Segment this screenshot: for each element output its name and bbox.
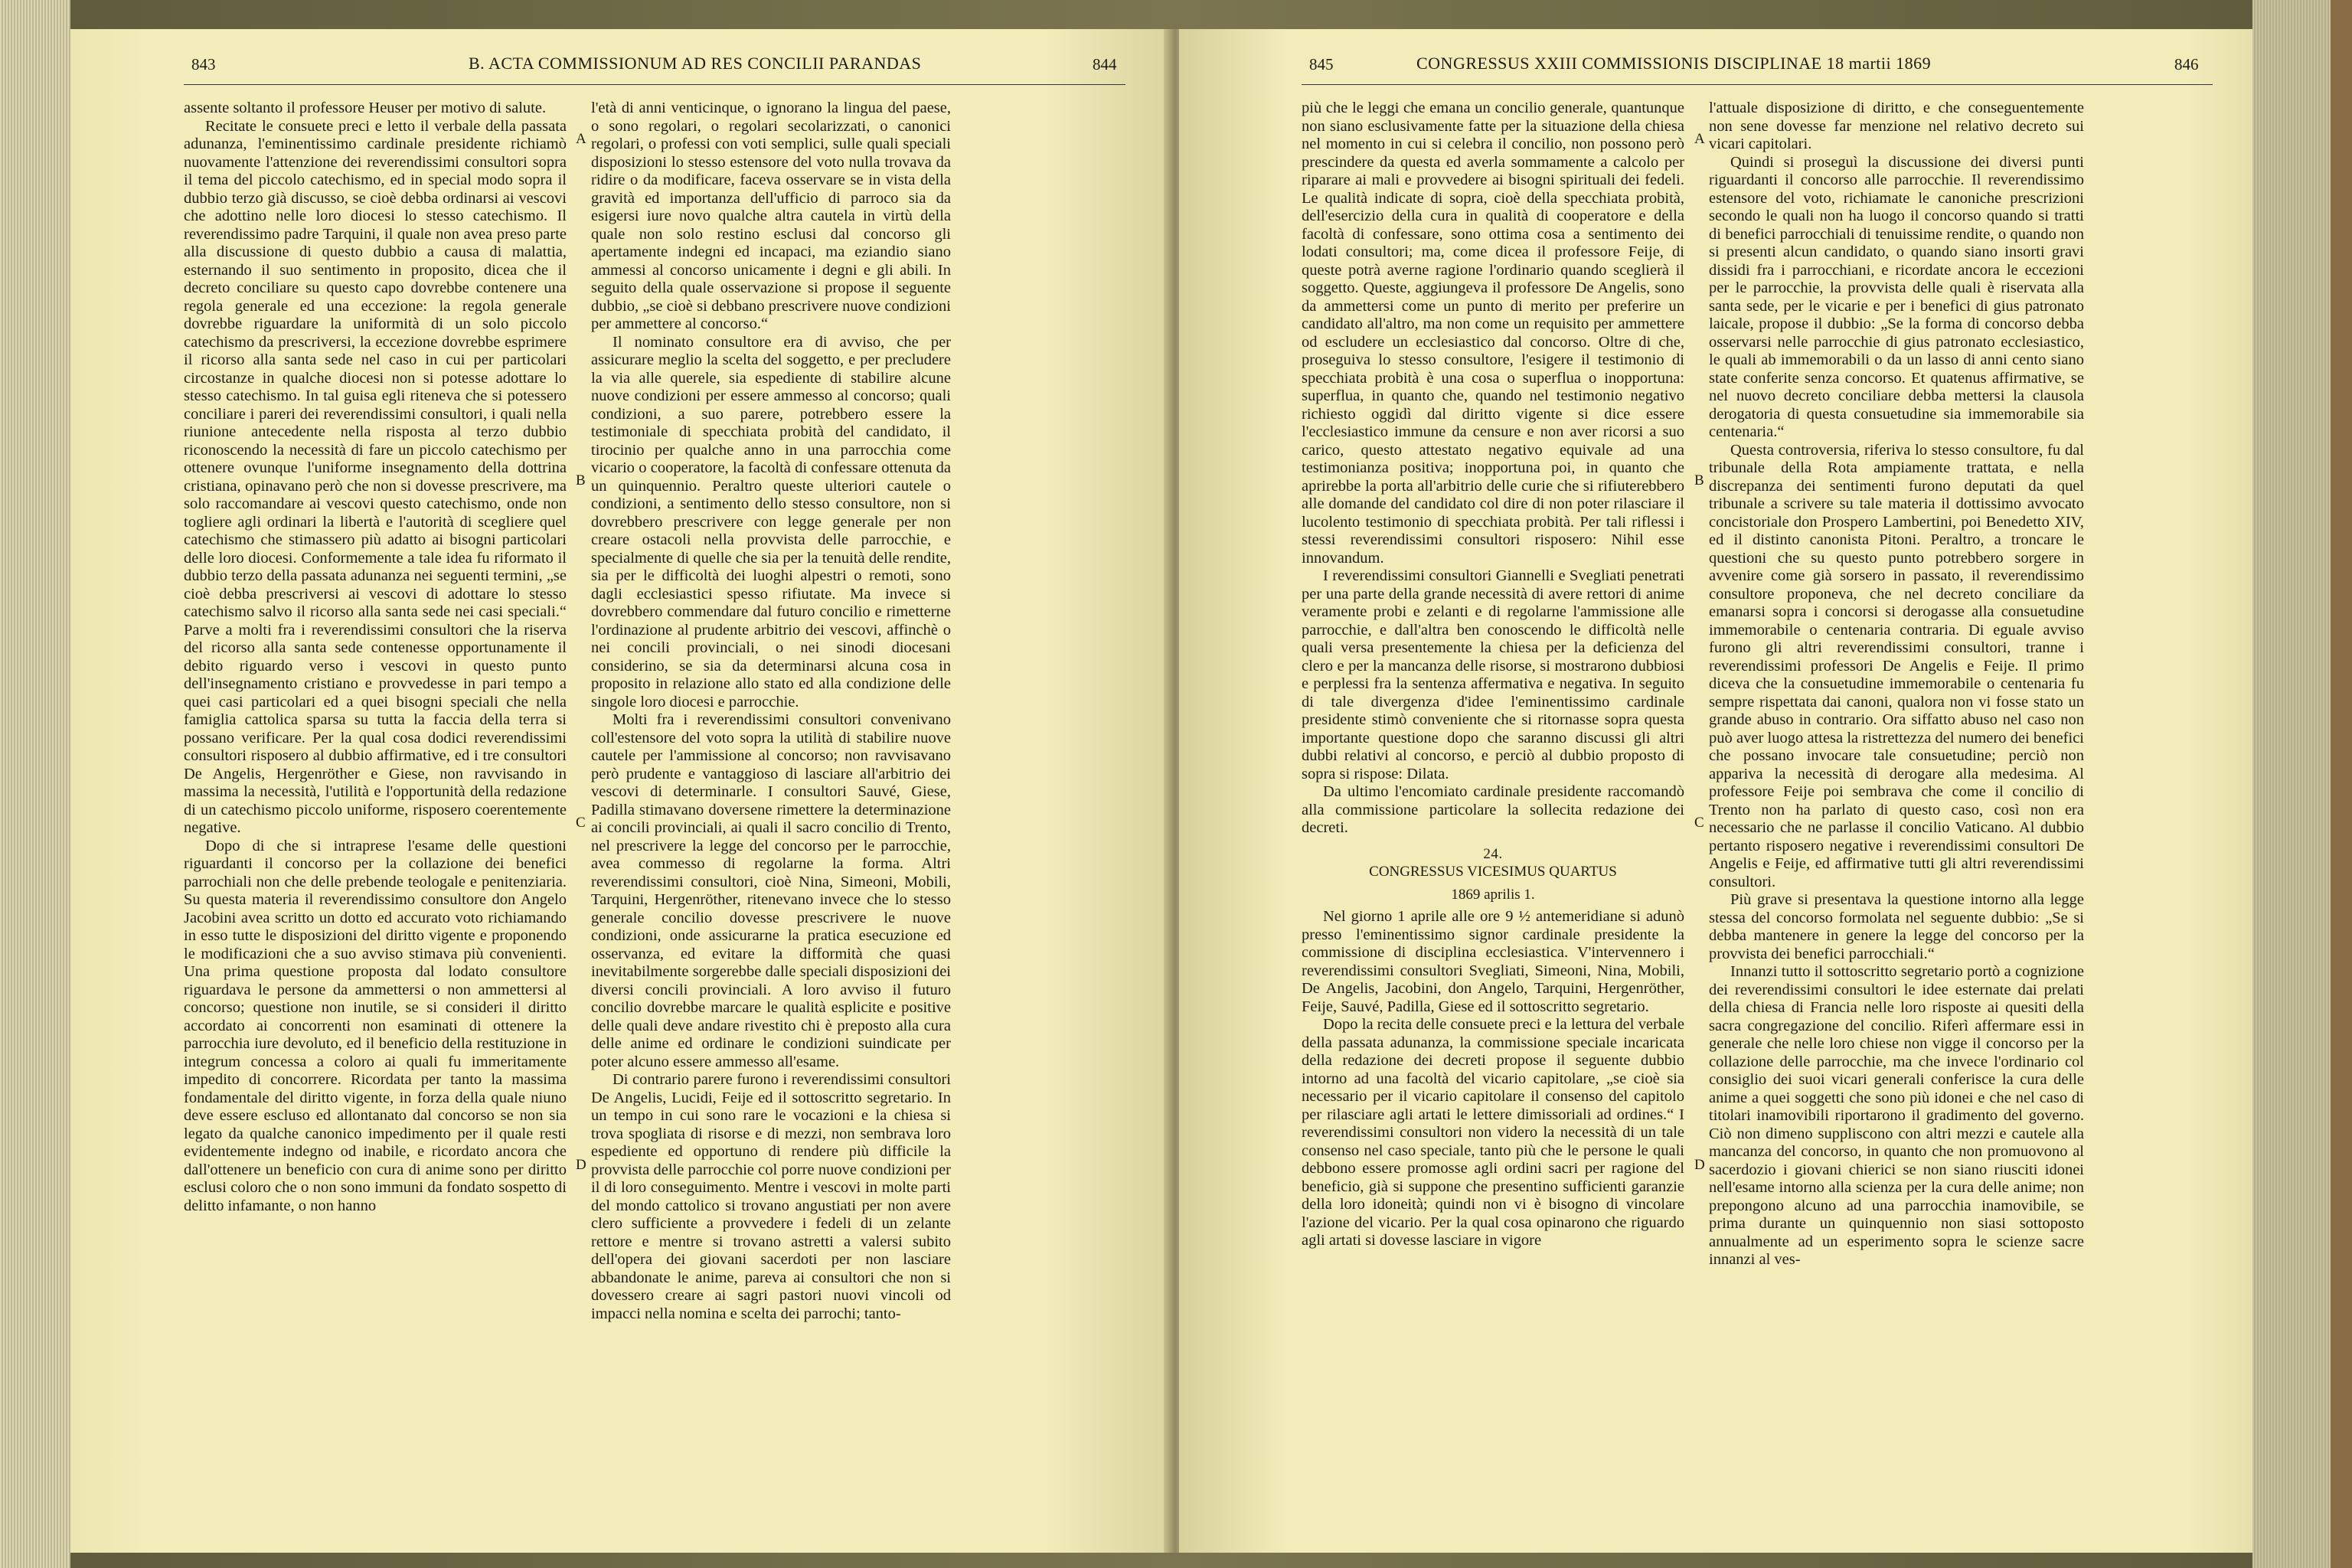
left-page	[70, 29, 1173, 1553]
paragraph: Quindi si proseguì la discussione dei diversi punti riguardanti il concorso alle parrocchie. Il reverendissimo estensore del voto, richiamate le canoniche prescrizioni secondo le quali non ha luogo il concorso quando si tratti di benefici parrocchiali di tenuissime rendite, o quando non si presenti alcun candidato, o quando siano insorti gravi dissidi fra i parrocchiani, e ricordate ancora le eccezioni per le parrocchie, la provvista delle quali è riservata alla santa sede, per le vicarie e per i benefici di gius patronato laicale, propose il dubbio: „Se la forma di concorso debba osservarsi nelle parrocchie di gius patronato ecclesiastico, le quali ab immemorabili o da un lasso di anni cento siano state conferite senza concorso. Et quatenus affirmative, se nel nuovo decreto conciliare debba mettersi la clausola derogatoria di questa consuetudine sia immemorabile sia centenaria.“	[1709, 153, 2084, 440]
paragraph: più che le leggi che emana un concilio generale, quantunque non siano esclusivamente fatte per la situazione della chiesa nel momento in cui si celebra il concilio, non possono però prescindere da questa ed averla sommamente a calcolo per riparare ai mali e provvedere ai bisogni spirituali dei fedeli. Le qualità indicate di sopra, cioè della specchiata probità, dell'esercizio della cura in qualità di cooperatore e della facoltà di confessare, sono ottima cosa a sentimento dei lodati consultori; ma, come dicea il professore Feije, di queste potrà averne ragione l'ordinario quando sceglierà il soggetto. Queste, aggiungeva il professore De Angelis, sono da ammettersi come un punto di merito per preferire un candidato all'altro, ma non come un requisito per ammettere od escludere un ecclesiastico dal concorso. Oltre di che, proseguiva lo stesso consultore, l'esigere il testimonio di specchiata probità è una cosa o superflua o inopportuna: superflua, in quanto che, quando nel testimonio negativo richiesto oggidì dal diritto vigente si dice essere l'ecclesiastico immune da censure e non aver ricorsi a suo carico, questo attestato negativo equivale ad una testimonianza positiva; inopportuna poi, in quanto che aprirebbe la porta all'arbitrio delle curie che si rifiuterebbero alle domande del candidato col dire di non poter rilasciare il lucolento testimonio di specchiata probità. Per tali riflessi i stessi reverendissimi consultori risposero: Nihil esse innovandum.	[1302, 100, 1684, 567]
header-rule-left	[184, 84, 1125, 85]
paragraph: l'attuale disposizione di diritto, e che conseguentemente non sene dovesse far menzione nel relativo decreto sui vicari capitolari.	[1709, 100, 2084, 152]
margin-marker-d: D	[576, 1157, 586, 1173]
section-number: 24.	[1483, 845, 1503, 862]
page-number-844: 844	[1093, 55, 1117, 74]
page-number-843: 843	[191, 55, 216, 74]
running-head-left: B. ACTA COMMISSIONUM AD RES CONCILII PARANDAS	[469, 54, 922, 73]
paragraph: Molti fra i reverendissimi consultori convenivano coll'estensore del voto sopra la utilità di stabilire nuove cautele per l'ammissione al concorso; non ravvisavano però prudente e vantaggioso di lasciare all'arbitrio dei vescovi di determinarle. I consultori Sauvé, Giese, Padilla stimavano doversene rimettere la determinazione ai concili provinciali, ai quali il sacro concilio di Trento, nel prescrivere la legge del concorso per le parrocchie, avea commesso di regolarne la forma. Altri reverendissimi consultori, cioè Nina, Simeoni, Mobili, Tarquini, Hergenröther, ritenevano invece che lo stesso generale concilio dovesse prescrivere le nuove condizioni, onde assicurarne la pratica esecuzione ed osservanza, ed evitare la difformità che quasi inevitabilmente sorgerebbe dalle speciali disposizioni dei diversi concili provinciali. A loro avviso il futuro concilio dovrebbe marcare le qualità esplicite e positive delle quali deve andare rivestito chi è preposto alla cura delle anime ed ordinare le condizioni suindicate per poter alcuno essere ammesso all'esame.	[591, 711, 951, 1070]
margin-marker-b: B	[1694, 472, 1704, 488]
right-page-column-1	[1302, 100, 1684, 1250]
book-cover-edge	[2331, 0, 2352, 1568]
paragraph: Di contrario parere furono i reverendissimi consultori De Angelis, Lucidi, Feije ed il sottoscritto segretario. In un tempo in cui sono rare le vocazioni e la chiesa si trova spogliata di risorse e di mezzi, non sembrava loro espediente ed opportuno di rendere più difficile la provvista delle parrocchie col porre nuove condizioni per il di loro conseguimento. Mentre i vescovi in molte parti del mondo cattolico si trovano angustiati per non avere clero sufficiente a provvedere i fedeli di un zelante rettore e mentre si trovano astretti a valersi subito dell'opera dei giovani sacerdoti per non lasciare abbandonate le anime, pareva ai consultori che non si dovessero creare ai sagri pastori nuovi vincoli od impacci nella nomina e scelta dei parrochi; tanto-	[591, 1071, 951, 1322]
page-number-846: 846	[2174, 55, 2199, 74]
right-page	[1179, 29, 2252, 1553]
paragraph: l'età di anni venticinque, o ignorano la lingua del paese, o sono regolari, o regolari secolarizzati, o canonici regolari, o professi con voti semplici, sulle quali speciali disposizioni lo stesso estensore del voto nulla trovava da ridire o da modificare, faceva osservare se in vista della gravità ed importanza dell'ufficio di parroco sia da esigersi iure novo qualche altra cautela in virtù della quale non solo restino esclusi dal concorso gli apertamente indegni ed incapaci, ma eziandio siano ammessi al concorso unicamente i degni e gli abili. In seguito della quale osservazione si propose il seguente dubbio, „se cioè si debbano prescrivere nuove condizioni per ammettere al concorso.“	[591, 100, 951, 332]
paragraph: I reverendissimi consultori Giannelli e Svegliati penetrati per una parte della grande necessità di avere rettori di anime veramente probi e zelanti e di regolarne l'ammissione alle parrocchie, e dall'altra ben conoscendo le difficoltà nelle quali versa presentemente la chiesa per la deficienza del clero e per la mancanza delle risorse, si mostrarono dubbiosi e perplessi fra la sentenza affermativa e negativa. In seguito di tale divergenza d'idee l'eminentissimo cardinale presidente stimò conveniente che si ritornasse sopra questa importante questione dopo che saranno discussi gli altri dubbi relativi al concorso, e perciò al dubbio proposto di sopra si rispose: Dilata.	[1302, 567, 1684, 782]
paragraph: Da ultimo l'encomiato cardinale presidente raccomandò alla commissione particolare la sollecita redazione dei decreti.	[1302, 783, 1684, 836]
paragraph: Dopo la recita delle consuete preci e la lettura del verbale della passata adunanza, la commissione speciale incaricata della redazione dei decreti propose il seguente dubbio intorno ad una facoltà del vicario capitolare, „se cioè sia necessario per il vicario capitolare il consenso del capitolo per rilasciare agli artati le lettere dimissoriali ad ordines.“ I reverendissimi consultori non videro la necessità di un tale consenso nel caso speciale, tanto più che le persone le quali debbono essere promosse agli ordini sacri per ragione del beneficio, già si suppone che presentino sufficienti garanzie della loro idoneità; quindi non vi è bisogno di vincolare l'azione del vicario. Per la qual cosa opinarono che riguardo agli artati si dovesse lasciare in vigore	[1302, 1016, 1684, 1249]
paragraph: Dopo di che si intraprese l'esame delle questioni riguardanti il concorso per la collazione dei benefici parrochiali non che delle prebende teologale e penitenziaria. Su questa materia il reverendissimo consultore don Angelo Jacobini avea scritto un dotto ed accurato voto richiamando in esso tutte le disposizioni del diritto vigente e proponendo le modificazioni che a suo avviso stimava più convenienti. Una prima questione proposta dal lodato consultore riguardava le persone da ammettersi o non ammettersi al concorso; questione non inutile, se si consideri il diritto accordato ai concorrenti non esaminati di ottenere la parrocchia iure devoluto, ed il beneficio della restituzione in integrum concessa a coloro ai quali fu immeritamente impedito di concorrere. Ricordata per tanto la massima fondamentale del diritto vigente, in forza della quale niuno deve essere escluso ed allontanato dal concorso se non sia legato da qualche canonico impedimento per il quale resti evidentemente indegno od inabile, e ricordato ancora che dall'ottenere un beneficio con cura di anime sono per diritto esclusi coloro che o non sono immuni da fondato sospetto di delitto infamante, o non hanno	[184, 837, 567, 1214]
section-date: 1869 aprilis 1.	[1451, 886, 1535, 903]
section-title: CONGRESSUS VICESIMUS QUARTUS	[1369, 864, 1617, 880]
margin-marker-c: C	[1694, 815, 1704, 831]
header-rule-right	[1302, 84, 2213, 85]
left-page-column-1	[184, 100, 567, 1215]
paragraph: Più grave si presentava la questione intorno alla legge stessa del concorso formolata nel seguente dubbio: „Se si debba mantenere in genere la legge del concorso per la provvista dei benefici parrocchiali.“	[1709, 891, 2084, 962]
left-page-edges	[0, 0, 70, 1568]
running-head-right: CONGRESSUS XXIII COMMISSIONIS DISCIPLINAE 18 martii 1869	[1416, 54, 1932, 73]
paragraph: Innanzi tutto il sottoscritto segretario portò a cognizione dei reverendissimi consultori le idee esternate dai prelati della chiesa di Francia nelle loro risposte ai quesiti della sacra congregazione del concilio. Riferì affermare essi in generale che nelle loro chiese non vigge il concorso per la collazione delle parrocchie, ma che invece l'ordinario col consiglio dei suoi vicari generali conferisce la cura delle anime a quei soggetti che sono più idonei e che nel caso di titolari inamovibili riportarono il gradimento del governo. Ciò non dimeno suppliscono con altri mezzi e cautele alla mancanza del concorso, in quanto che non promuovono al sacerdozio i giovani chierici se non siano riusciti idonei nell'esame intorno alla scienza per la cura delle anime; non prepongono alcuno ad una parrocchia inamovibile, se prima durante un quinquennio non siasi sottoposto annualmente ad un esperimento sopra le scienze sacre innanzi al ves-	[1709, 963, 2084, 1268]
paragraph: Nel giorno 1 aprile alle ore 9 ½ antemeridiane si adunò presso l'eminentissimo signor cardinale presidente la commissione di disciplina ecclesiastica. V'intervennero i reverendissimi consultori Svegliati, Simeoni, Nina, Mobili, De Angelis, Jacobini, don Angelo, Tarquini, Hergenröther, Feije, Sauvé, Padilla, Giese ed il sottoscritto segretario.	[1302, 908, 1684, 1015]
margin-marker-c: C	[576, 815, 586, 831]
margin-marker-a: A	[1694, 131, 1705, 147]
margin-marker-d: D	[1694, 1157, 1705, 1173]
paragraph: Questa controversia, riferiva lo stesso consultore, fu dal tribunale della Rota ampiamente trattata, e nella discrepanza dei sentimenti furono deputati da quel tribunale a scrivere su tale materia il dottissimo avvocato concistoriale don Prospero Lambertini, poi Benedetto XIV, ed il distinto canonista Pitoni. Peraltro, a troncare le questioni che su questo punto potrebbero sorgere in avvenire come già sorsero in passato, il reverendissimo consultore proponeva, che nel decreto conciliare da emanarsi sopra i concorsi si derogasse alla consuetudine immemorabile o centenaria contraria. Di eguale avviso furono gli altri reverendissimi consultori, tranne i reverendissimi professori De Angelis e Feije. Il primo diceva che la consuetudine immemorabile o centenaria fu sempre rispettata dai canoni, qualora non vi fosse stato un grande abuso in contrario. Ora siffatto abuso nel caso non può aver luogo attesa la ristrettezza del numero dei benefici che possano invocare tale consuetudine; perciò non appariva la necessità di derogare alla medesima. Al professore Feije poi sembrava che come il concilio di Trento non ha parlato di questo caso, così non era necessario che ne parlasse il concilio Vaticano. Al dubbio pertanto risposero negative i reverendissimi consultori De Angelis e Feije, ed affirmative tutti gli altri reverendissimi consultori.	[1709, 441, 2084, 890]
paragraph: assente soltanto il professore Heuser per motivo di salute.	[184, 100, 547, 116]
paragraph: Il nominato consultore era di avviso, che per assicurare meglio la scelta del soggetto, e per precludere la via alle querele, sia espediente di stabilire alcune nuove condizioni per essere ammesso al concorso; quali condizioni, a suo parere, potrebbero essere la testimoniale di specchiata probità del candidato, il tirocinio per qualche anno in una parrocchia come vicario o cooperatore, la facoltà di confessare ottenuta da un quinquennio. Peraltro queste ulteriori cautele o condizioni, a sentimento dello stesso consultore, non si dovrebbero prescrivere con legge generale per non creare ostacoli nella provvista delle parrocchie, e specialmente di quelle che sia per la tenuità delle rendite, sia per le difficoltà dei luoghi alpestri o remoti, sono dagli ecclesiastici spesso rifiutate. Ma invece si dovrebbero commendare dal futuro concilio e rimetterne l'ordinazione al prudente arbitrio dei vescovi, affinchè o nei concili provinciali, o nei sinodi diocesani considerino, se sia da determinarsi alcuna cosa in proposito in relazione allo stato ed alla condizione delle singole loro diocesi e parrocchie.	[591, 333, 951, 710]
margin-marker-a: A	[576, 131, 586, 147]
page-number-845: 845	[1309, 55, 1334, 74]
right-page-column-2	[1709, 100, 2084, 1269]
left-page-column-2	[591, 100, 951, 1323]
paragraph: Recitate le consuete preci e letto il verbale della passata adunanza, l'eminentissimo cardinale presidente richiamò nuovamente l'attenzione dei reverendissimi consultori sopra il tema del piccolo catechismo, ed in special modo sopra il dubbio terzo già discusso, se cioè debba ordinarsi ai vescovi che adottino nelle loro diocesi lo stesso catechismo. Il reverendissimo padre Tarquini, il quale non avea preso parte alla discussione di questo dubbio a causa di malattia, esternando il suo sentimento in proposito, dicea che il decreto conciliare su questo capo dovrebbe contenere una regola generale ed una eccezione: la regola generale dovrebbe riguardare la uniformità di un solo piccolo catechismo da prescriversi, la eccezione dovrebbe esprimere il ricorso alla santa sede nel caso in cui per particolari circostanze in qualche diocesi non si potesse adottare lo stesso catechismo. In tal guisa egli riteneva che si potessero conciliare i pareri dei reverendissimi consultori, i quali nella riunione antecedente nella risposta al terzo dubbio riconoscendo la necessità di fare un piccolo catechismo per ottenere ovunque l'uniforme insegnamento della dottrina cristiana, opinavano però che non si dovesse prescrivere, ma solo raccomandare ai vescovi questo catechismo, onde non togliere agli ordinari la libertà e l'autorità di scegliere quel catechismo che stimassero più adatto ai bisogni particolari delle loro diocesi. Conformemente a tale idea fu riformato il dubbio terzo della passata adunanza nei seguenti termini, „se cioè debba prescriversi ai vescovi di adottare lo stesso catechismo salvo il ricorso alla santa sede nei casi speciali.“ Parve a molti fra i reverendissimi consultori che la riserva del ricorso alla santa sede contenesse opportunamente il debito riguardo verso i vescovi in questo punto dell'insegnamento cristiano e provvedesse in pari tempo a quei casi particolari ed a quei bisogni speciali che nella famiglia cattolica sparsa su tutta la faccia della terra si possano verificare. Per la qual cosa dodici reverendissimi consultori risposero al dubbio affirmative, ed i tre consultori De Angelis, Hergenröther e Giese, non ravvisando in massima la necessità, l'utilità e l'opportunità della redazione di un catechismo piccolo uniforme, risposero coerentemente negative.	[184, 117, 567, 836]
margin-marker-b: B	[576, 472, 586, 488]
